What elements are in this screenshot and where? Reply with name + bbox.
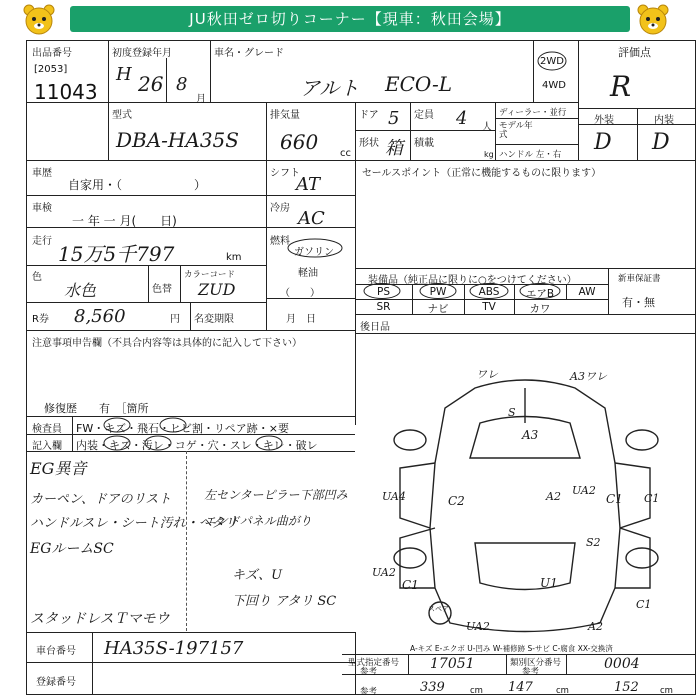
fuel-label: 燃料 <box>270 236 290 247</box>
equip-pw: PW <box>429 286 447 298</box>
name-change-label: 名変期限 <box>194 314 234 325</box>
capacity: 4 <box>456 108 468 129</box>
category-label: 類別区分番号 <box>510 658 562 668</box>
car-grade: ECO-L <box>385 72 453 96</box>
first-registration-month: 8 <box>176 74 188 95</box>
warranty-label: 新車保証書 <box>618 274 661 284</box>
interior-label: 内装 <box>654 115 674 126</box>
spare-tire-label: スペア <box>428 605 449 613</box>
height: 152 <box>614 680 639 695</box>
fuel-circle-icon <box>286 237 344 259</box>
inspector-label: 検査員 <box>32 424 62 435</box>
drive-2wd: 2WD <box>540 56 564 67</box>
chassis-number: HA35S-197157 <box>104 638 244 659</box>
width-unit: cm <box>556 686 569 696</box>
lot-number: 11043 <box>34 80 98 104</box>
color-label: 色 <box>32 272 42 283</box>
equip-sr: SR <box>376 301 391 313</box>
note-carpet: カーペン、ドアのリスト <box>30 492 172 507</box>
aircon-label: 冷房 <box>270 203 290 214</box>
drive-4wd: 4WD <box>542 80 566 91</box>
use-label: 車歴 <box>32 168 52 179</box>
type-cert-ref-label: 参考 <box>360 667 378 677</box>
yen-unit: 円 <box>170 314 180 325</box>
car-name: アルト <box>300 76 360 100</box>
equip-circle-icon <box>468 282 510 300</box>
type-cert-number: 17051 <box>430 656 475 672</box>
warranty-value: 有・無 <box>622 296 655 309</box>
note-engine-noise: EG異音 <box>30 459 87 478</box>
first-registration-label: 初度登録年月 <box>112 48 172 59</box>
inspector-line: FW・キズ・飛石・ヒビ割・リペア跡・×要 <box>76 422 289 435</box>
handle-label: ハンドル 左・右 <box>499 150 562 160</box>
selection-circle-icon <box>254 434 284 452</box>
note-engine-room: EGルームSC <box>30 541 114 557</box>
damage-mark: S <box>508 406 516 419</box>
cc-unit: cc <box>340 148 351 159</box>
fuel-other: （ ） <box>280 288 320 299</box>
drive-circle-icon <box>536 50 568 72</box>
equipment-label: 装備品（純正品に限りに○をつけてください） <box>368 275 577 286</box>
color-code: ZUD <box>198 280 236 299</box>
note-handle: ハンドルスレ・シート汚れ・ヘタリ <box>30 516 238 531</box>
registration-label: 登録番号 <box>36 677 76 688</box>
fuel-diesel: 軽油 <box>298 268 318 279</box>
first-registration-era: H <box>116 64 132 85</box>
model-year-label: モデル年式 <box>499 121 533 140</box>
bear-mascot-icon <box>22 2 56 36</box>
auction-banner <box>0 0 700 40</box>
equip-ps: PS <box>377 286 390 298</box>
damage-mark: C1 <box>402 578 419 592</box>
damage-mark: S2 <box>586 536 601 549</box>
damage-mark: A2 <box>588 620 603 633</box>
note-scratch: キズ、U <box>232 568 283 583</box>
equip-circle-icon <box>362 282 402 300</box>
length: 339 <box>420 680 445 695</box>
damage-mark: A3 <box>522 428 539 442</box>
equip-aw: AW <box>578 286 596 298</box>
damage-mark: U1 <box>540 576 558 590</box>
selection-circle-icon <box>102 416 132 452</box>
equip-leather: カワ <box>529 303 551 315</box>
repair-history: 修復歴 有 ［箇所 <box>44 402 149 415</box>
rear-items-label: 後日品 <box>360 322 390 333</box>
fuel-gasoline: ガソリン <box>294 247 334 258</box>
chassis-label: 車台番号 <box>36 646 76 657</box>
damage-mark: UA2 <box>466 620 490 633</box>
dimensions-ref-label: 参考 <box>360 687 378 697</box>
interior-grade: D <box>652 130 670 155</box>
doors: 5 <box>388 108 400 129</box>
inspection-value: 一 年 一 月( 日) <box>72 214 177 228</box>
recycle-fee: 8,560 <box>74 306 126 327</box>
recycle-label: R券 <box>32 314 49 325</box>
use-value: 自家用・（ ） <box>68 178 207 192</box>
note-underbody: 下回り アタリ SC <box>232 594 337 609</box>
record-label: 記入欄 <box>32 441 62 452</box>
damage-mark: UA2 <box>372 566 396 579</box>
damage-mark: C2 <box>448 494 465 508</box>
exterior-grade: D <box>594 130 612 155</box>
car-damage-diagram <box>380 368 670 640</box>
capacity-label: 定員 <box>414 110 434 121</box>
grade-eval-value: R <box>610 70 632 103</box>
equip-tv: TV <box>482 301 496 313</box>
displacement: 660 <box>280 130 319 154</box>
category-ref-label: 参考 <box>522 667 540 677</box>
shift-value: AT <box>296 174 321 195</box>
kg-unit: kg <box>484 150 494 159</box>
damage-mark: C1 <box>636 598 652 611</box>
lot-prefix: [2053] <box>34 64 68 75</box>
km-unit: km <box>226 252 242 263</box>
note-studless: スタッドレスＴマモウ <box>30 611 170 627</box>
damage-legend: A-キズ E-エクボ U-凹み W-補修跡 S-サビ C-腐食 XX-交換済 <box>410 644 613 653</box>
name-change-value: 月 日 <box>286 314 316 325</box>
grade-eval-label: 評価点 <box>618 46 651 59</box>
note-pillar-dent: 左センターピラー下部凹み <box>204 488 348 502</box>
height-unit: cm <box>660 686 673 696</box>
category-number: 0004 <box>604 656 640 672</box>
lot-number-label: 出品番号 <box>32 48 72 59</box>
bear-mascot-icon <box>636 2 670 36</box>
inspection-label: 車検 <box>32 203 52 214</box>
damage-mark: UA2 <box>572 484 596 497</box>
mileage-value: 15万5千797 <box>58 242 175 266</box>
shape: 箱 <box>385 138 403 159</box>
color-value: 水色 <box>64 281 97 300</box>
doors-label: ドア <box>359 110 379 121</box>
aircon-value: AC <box>298 208 325 229</box>
damage-mark: C1 <box>606 492 623 506</box>
load-label: 積載 <box>414 138 434 149</box>
car-name-label: 車名・グレード <box>214 48 284 59</box>
equip-abs: ABS <box>478 286 500 298</box>
sales-point-label: セールスポイント（正常に機能するものに限ります） <box>362 168 602 179</box>
model-label: 型式 <box>112 110 132 121</box>
damage-mark: C1 <box>644 492 660 505</box>
month-unit: 月 <box>196 94 206 105</box>
model-code: DBA-HA35S <box>116 128 239 152</box>
dealer-label: ディーラー・並行 <box>499 108 567 118</box>
damage-mark: UA4 <box>382 490 406 503</box>
damage-mark: ワレ <box>476 368 498 381</box>
note-end-panel: エンドパネル曲がり <box>204 514 312 528</box>
person-unit: 人 <box>482 122 492 133</box>
displacement-label: 排気量 <box>270 110 300 121</box>
repaint-label: 色替 <box>152 284 172 295</box>
first-registration-year: 26 <box>138 72 164 96</box>
banner-title: JU秋田ゼロ切りコーナー【現車：秋田会場】 <box>70 6 630 32</box>
length-unit: cm <box>470 686 483 696</box>
selection-circle-icon <box>158 416 188 434</box>
equip-airbag: エアB <box>525 288 555 300</box>
equip-circle-icon <box>418 282 458 300</box>
damage-mark: A2 <box>546 490 561 503</box>
width: 147 <box>508 680 533 695</box>
color-code-label: カラーコード <box>184 270 236 280</box>
equip-navi: ナビ <box>427 303 449 315</box>
report-label: 注意事項申告欄（不具合内容等は具体的に記入して下さい） <box>32 338 302 349</box>
type-cert-label: 型式指定番号 <box>348 658 400 668</box>
shape-label: 形状 <box>359 138 379 149</box>
shift-label: シフト <box>270 168 300 179</box>
record-line: 内装・キズ・汚レ・コゲ・穴・スレ・キレ・破レ <box>76 439 318 452</box>
damage-mark: A3ワレ <box>570 370 607 383</box>
equip-circle-icon <box>518 282 562 300</box>
selection-circle-icon <box>143 434 173 452</box>
mileage-label: 走行 <box>32 236 52 247</box>
exterior-label: 外装 <box>594 115 614 126</box>
